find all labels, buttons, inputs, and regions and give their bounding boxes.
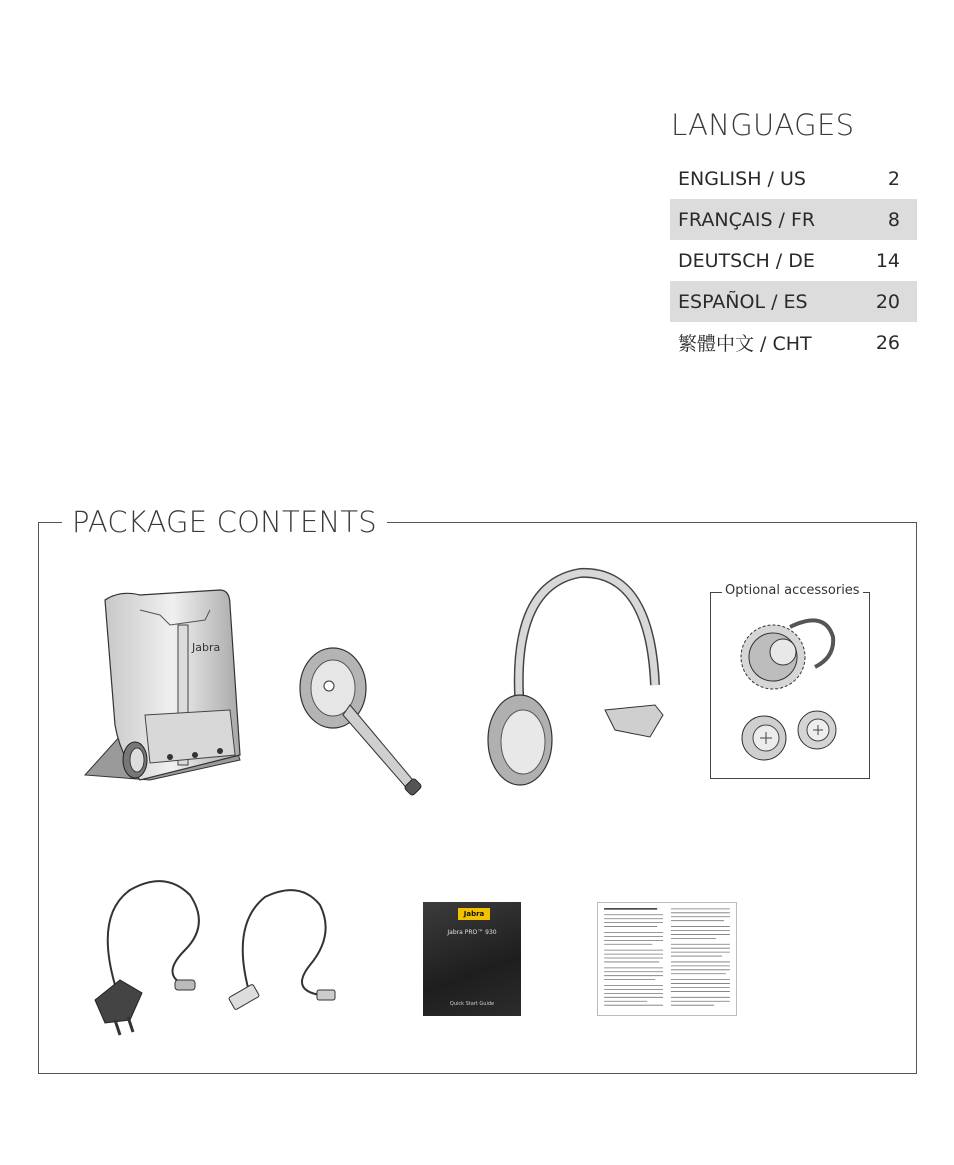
languages-table [670,158,917,363]
language-row-german[interactable] [670,240,917,281]
language-page: 20 [875,290,900,313]
package-contents-title: PACKAGE CONTENTS [62,505,387,539]
earhook-illustration [735,612,845,697]
language-row-spanish[interactable] [670,281,917,322]
language-label: 繁體中文 / CHT [678,333,812,355]
guide-brand-logo: Jabra [458,908,490,920]
optional-accessories-label: Optional accessories [722,583,863,598]
language-label: ENGLISH / US [678,167,806,190]
guide-product-name: Jabra PRO™ 930 [447,929,497,936]
guide-footer-title: Quick Start Guide [449,1001,495,1007]
language-row-french[interactable] [670,199,917,240]
language-label: FRANÇAIS / FR [678,208,816,231]
usb-cable-illustration [225,885,340,1025]
headset-illustration [295,640,425,800]
warranty-leaflet-illustration [597,902,737,1016]
language-row-chinese[interactable] [670,322,917,363]
language-page: 14 [875,249,900,272]
eargel-large-illustration [795,708,840,753]
language-label: DEUTSCH / DE [678,249,815,272]
eargel-small-illustration [738,712,790,764]
languages-title: LANGUAGES [671,108,855,142]
base-station-brand: Jabra [192,641,221,654]
language-row-english[interactable] [670,158,917,199]
quick-start-guide-booklet [423,902,521,1016]
language-page: 26 [875,331,900,354]
base-station-illustration [80,585,255,785]
language-page: 8 [887,208,900,231]
power-adapter-illustration [90,875,215,1040]
headband-illustration [485,565,670,790]
language-page: 2 [887,167,900,190]
language-label: ESPAÑOL / ES [678,290,808,313]
